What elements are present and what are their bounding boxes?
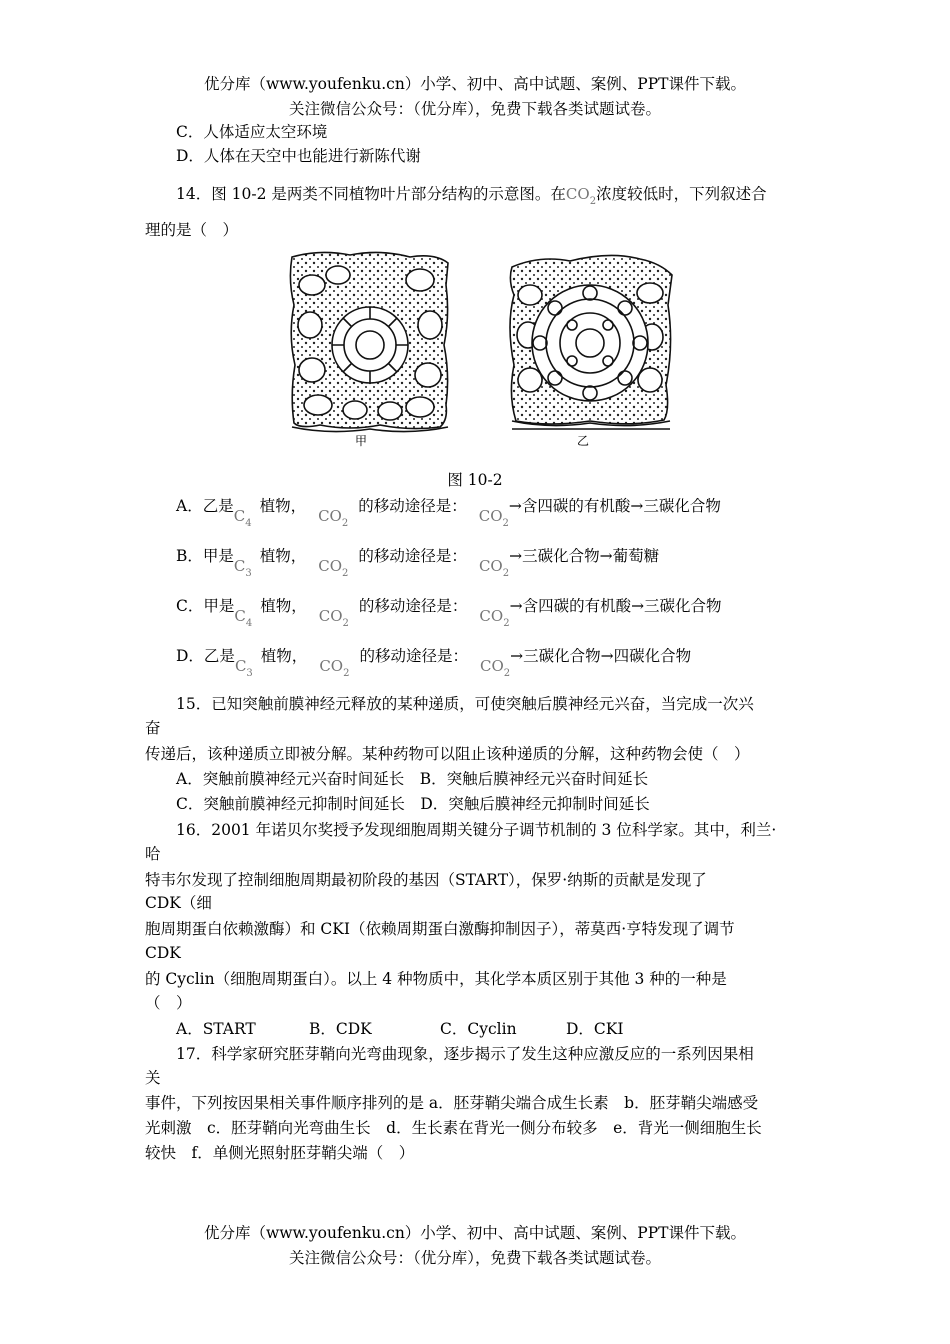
q14-b-pre: B．甲是: [176, 547, 234, 565]
q14-c-co2-2-sub: 2: [503, 618, 510, 629]
q14-c-co2-2-text: CO: [479, 607, 504, 625]
q14-stem-c: 理的是（ ）: [145, 221, 239, 239]
q14-b-path-mid: 的移动途径是：: [358, 547, 467, 565]
q14-b-path-end: →三碳化合物→葡萄糖: [509, 547, 660, 565]
q14-stem-b: 浓度较低时，下列叙述合: [596, 185, 767, 203]
q14-a-plant-type: [234, 506, 252, 529]
q14-d-co2-2: [480, 656, 510, 679]
q14-a-csub: 4: [245, 518, 252, 529]
q17-line-4: 光刺激 c．胚芽鞘向光弯曲生长 d．生长素在背光一侧分布较多 e．背光一侧细胞生长: [145, 1119, 762, 1137]
q14-a-mid: 植物，: [259, 497, 307, 515]
q16-line-7: 的 Cyclin（细胞周期蛋白）。以上 4 种物质中，其化学本质区别于其他 3 种的一种是: [145, 970, 727, 988]
q14-c-pre: C．甲是: [176, 597, 235, 615]
q16-line-1: 16．2001 年诺贝尔奖授予发现细胞周期关键分子调节机制的 3 位科学家。其中，利兰·: [176, 821, 777, 839]
figure-label-yi: 乙: [577, 434, 590, 448]
q14-d-co2-2-sub: 2: [503, 668, 511, 679]
q14-b-co2-2: [479, 556, 509, 579]
q14-b-c: C: [233, 557, 246, 575]
q14-a-co2-2-text: CO: [478, 507, 503, 525]
q16-option-a: A．START: [176, 1020, 256, 1038]
q14-b-co2-1-sub: 2: [342, 568, 349, 579]
q14-d-pre: D．乙是: [176, 647, 235, 665]
q13-option-c: C．人体适应太空环境: [176, 123, 328, 141]
q17-line-1: 17．科学家研究胚芽鞘向光弯曲现象，逐步揭示了发生这种应激反应的一系列因果相: [176, 1045, 754, 1063]
q14-c-plant-type: [234, 606, 252, 629]
q15-line-1: 15．已知突触前膜神经元释放的某种递质，可使突触后膜神经元兴奋，当完成一次兴: [176, 695, 754, 713]
q14-b-plant-type: [234, 556, 252, 579]
q14-b-co2-2-sub: 2: [502, 568, 510, 579]
footer-line-2: 关注微信公众号：（优分库），免费下载各类试题试卷。: [288, 1249, 661, 1267]
q16-line-6: CDK: [145, 944, 181, 962]
q14-b-csub: 3: [245, 568, 252, 579]
q16-option-d: D．CKI: [566, 1020, 624, 1038]
q16-line-2: 哈: [145, 845, 161, 863]
q15-options-cd: C．突触前膜神经元抑制时间延长 D．突触后膜神经元抑制时间延长: [176, 795, 650, 813]
q14-c-co2-2: [479, 606, 509, 629]
q14-a-co2-1-text: CO: [318, 507, 342, 525]
q16-option-c: C．Cyclin: [440, 1020, 517, 1038]
leaf-structure-figure: [0, 245, 950, 460]
q15-options-ab: A．突触前膜神经元兴奋时间延长 B．突触后膜神经元兴奋时间延长: [176, 770, 649, 788]
q14-co2-sub: 2: [589, 196, 597, 207]
q14-d-co2-2-text: CO: [479, 657, 504, 675]
q14-stem-a: 14．图 10-2 是两类不同植物叶片部分结构的示意图。在: [176, 185, 566, 203]
q14-d-path-mid: 的移动途径是：: [359, 647, 468, 665]
q13-option-d: D．人体在天空中也能进行新陈代谢: [176, 147, 421, 165]
figure-label-jia: 甲: [355, 434, 368, 448]
q14-d-co2-1-text: CO: [319, 657, 344, 675]
q14-option-d: [176, 646, 692, 679]
q14-a-path-end: →含四碳的有机酸→三碳化合物: [508, 497, 721, 515]
q14-d-co2-1-sub: 2: [343, 668, 350, 679]
q14-option-c: [176, 596, 722, 629]
q14-a-co2-2: [479, 506, 509, 529]
q16-line-3: 特韦尔发现了控制细胞周期最初阶段的基因（START），保罗·纳斯的贡献是发现了: [145, 871, 707, 889]
q16-line-5: 胞周期蛋白依赖激酶）和 CKI（依赖周期蛋白激酶抑制因子），蒂莫西·亨特发现了调节: [145, 920, 735, 938]
leaf-jia-drawing: [290, 252, 448, 431]
q16-line-4: CDK（细: [145, 894, 212, 912]
q16-option-b: B．CDK: [309, 1020, 372, 1038]
q14-d-co2-1: [319, 656, 349, 679]
q14-b-co2-1: [318, 556, 348, 579]
q15-line-3: 传递后，该种递质立即被分解。某种药物可以阻止该种递质的分解，这种药物会使（ ）: [145, 745, 750, 763]
q14-a-pre: A．乙是: [176, 497, 234, 515]
q14-c-mid: 植物，: [260, 597, 307, 615]
q14-c-co2-1-sub: 2: [342, 618, 349, 629]
q14-d-plant-type: [235, 656, 253, 679]
q14-option-a: [176, 496, 721, 529]
q14-c-c: C: [234, 607, 246, 625]
header-line-1: 优分库（www.youfenku.cn）小学、初中、高中试题、案例、PPT课件下载。: [203, 75, 747, 93]
leaf-yi-drawing: [510, 255, 672, 429]
footer-line-1: 优分库（www.youfenku.cn）小学、初中、高中试题、案例、PPT课件下载。: [203, 1224, 747, 1242]
q14-c-co2-1: [319, 606, 349, 629]
q14-d-c: C: [234, 657, 247, 675]
q17-line-2: 关: [145, 1069, 161, 1087]
q14-c-path-end: →含四碳的有机酸→三碳化合物: [509, 597, 722, 615]
q14-a-path-mid: 的移动途径是：: [358, 497, 467, 515]
q17-line-3: 事件，下列按因果相关事件顺序排列的是 a．胚芽鞘尖端合成生长素 b．胚芽鞘尖端感受: [145, 1094, 759, 1112]
q14-stem: [176, 184, 767, 207]
q14-a-co2-1-sub: 2: [341, 518, 349, 529]
q14-b-co2-2-text: CO: [478, 557, 503, 575]
q14-a-c: C: [233, 507, 246, 525]
q14-d-csub: 3: [246, 668, 253, 679]
q14-option-b: [176, 546, 660, 579]
q14-co2-text: CO: [565, 185, 590, 203]
header-line-2: 关注微信公众号：（优分库），免费下载各类试题试卷。: [288, 100, 661, 118]
q14-co2: [565, 185, 597, 207]
q14-c-csub: 4: [245, 618, 253, 629]
q14-d-path-end: →三碳化合物→四碳化合物: [510, 647, 692, 665]
q17-line-5: 较快 f．单侧光照射胚芽鞘尖端（ ）: [145, 1144, 415, 1162]
q14-c-co2-1-text: CO: [318, 607, 343, 625]
q14-d-mid: 植物，: [260, 647, 308, 665]
q16-line-8: （ ）: [145, 994, 192, 1012]
figure-caption: 图 10-2: [447, 471, 503, 489]
q14-a-co2-2-sub: 2: [502, 518, 509, 529]
q14-a-co2-1: [318, 506, 348, 529]
q14-c-path-mid: 的移动途径是：: [358, 597, 468, 615]
q14-b-co2-1-text: CO: [318, 557, 343, 575]
q15-line-2: 奋: [145, 719, 161, 737]
q14-b-mid: 植物，: [259, 547, 307, 565]
